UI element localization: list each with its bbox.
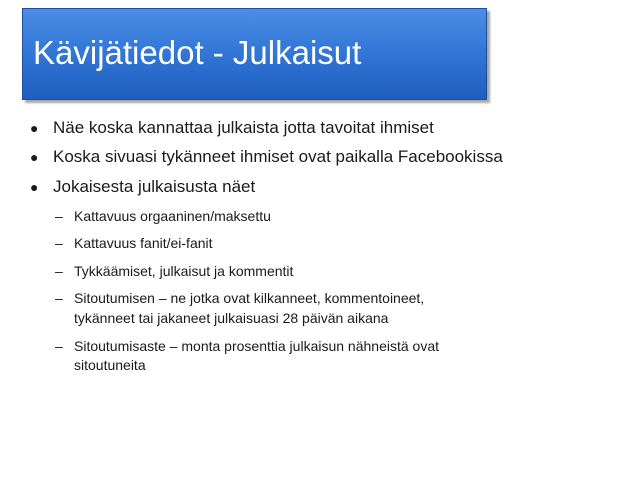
sub-bullet-text: Kattavuus fanit/ei-fanit [74, 235, 213, 251]
bullet-dot-icon: ● [30, 120, 39, 136]
bullet-dot-icon: ● [30, 149, 39, 165]
bullet-text: Näe koska kannattaa julkaista jotta tavoitat ihmiset [53, 118, 434, 137]
bullet-text: Koska sivuasi tykänneet ihmiset ovat paikalla Facebookissa [53, 147, 503, 166]
sub-bullet-text: Sitoutumisen – ne jotka ovat kilkanneet, kommentoineet, [74, 290, 425, 306]
bullet-dot-icon: ● [30, 179, 39, 195]
dash-icon: – [55, 338, 63, 354]
sub-bullet-text: Kattavuus orgaaninen/maksettu [74, 208, 271, 224]
bullet-text: Jokaisesta julkaisusta näet [53, 177, 256, 196]
sub-bullet-text: Sitoutumisaste – monta prosenttia julkaisun nähneistä ovat [74, 338, 439, 354]
sub-bullet-text: tykänneet tai jakaneet julkaisuasi 28 päivän aikana [74, 310, 389, 326]
dash-icon: – [55, 263, 63, 279]
dash-icon: – [55, 235, 63, 251]
sub-bullet-text: Tykkäämiset, julkaisut ja kommentit [74, 263, 294, 279]
dash-icon: – [55, 208, 63, 224]
sub-bullet-text: sitoutuneita [74, 357, 146, 373]
slide-title: Kävijätiedot - Julkaisut [33, 34, 362, 71]
dash-icon: – [55, 290, 63, 306]
